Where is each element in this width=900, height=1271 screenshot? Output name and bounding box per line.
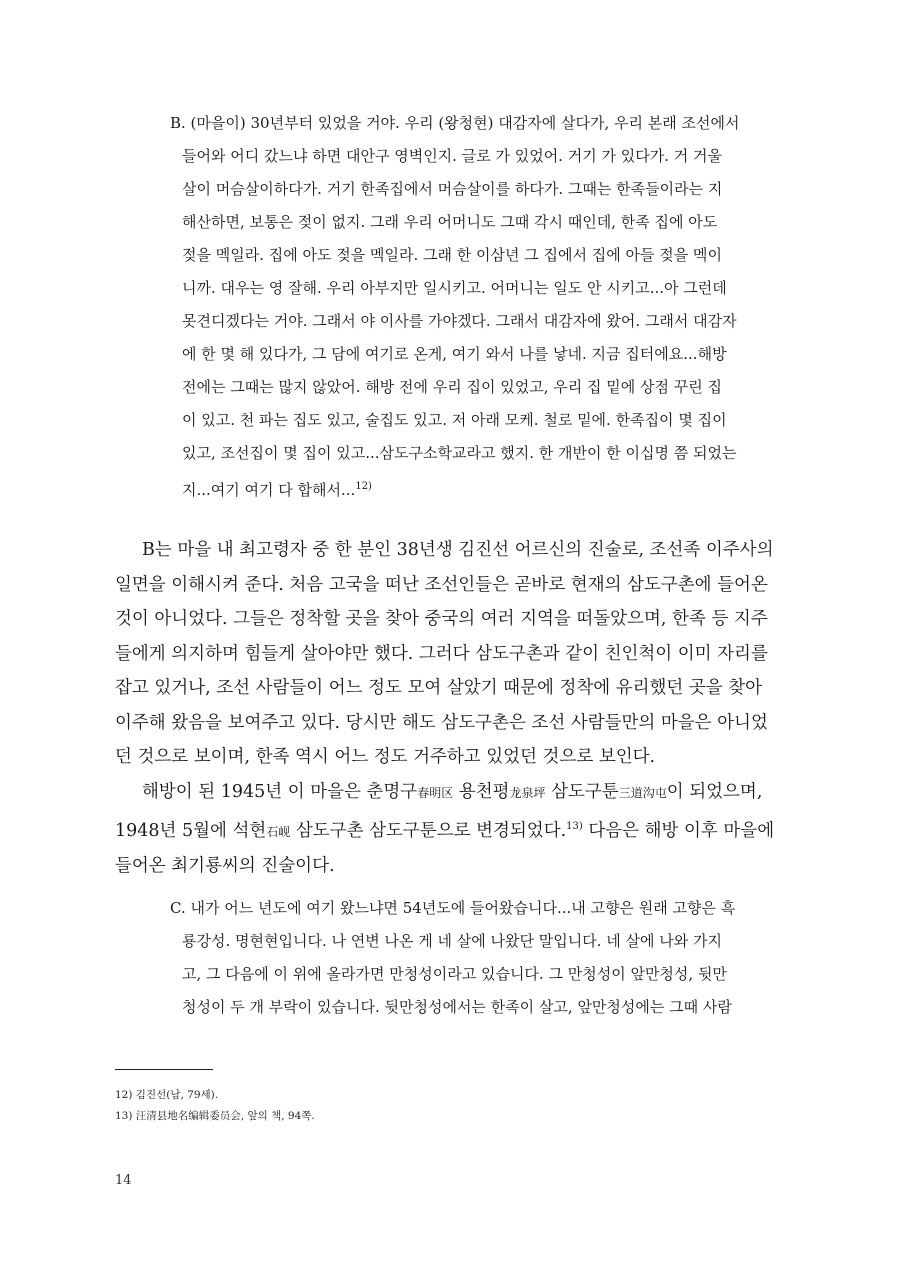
body-text: 삼도구촌 삼도구툰으로 변경되었다. xyxy=(290,820,567,841)
hanja-annotation: 龙泉坪 xyxy=(509,785,546,800)
hanja-annotation: 石岘 xyxy=(266,824,291,839)
body-line: 이주해 왔음을 보여주고 있다. 당시만 해도 삼도구촌은 조선 사람들만의 마을은 아니었 xyxy=(115,712,768,733)
page-number: 14 xyxy=(115,1173,132,1188)
quote-text: 지...여기 여기 다 합해서... xyxy=(182,481,356,499)
quote-line: 해산하면, 보통은 젖이 없지. 그래 우리 어머니도 그때 각시 때인데, 한족 집에 아도 xyxy=(182,213,718,231)
body-line: B는 마을 내 최고령자 중 한 분인 38년생 김진선 어르신의 진술로, 조선족 이주사의 xyxy=(142,540,774,560)
quote-line: 못견디겠다는 거야. 그래서 야 이사를 가야겠다. 그래서 대감자에 왔어. 그래서 대감자 xyxy=(182,312,737,330)
footnote-ref: 12) xyxy=(355,481,372,492)
quote-line: 에 한 몇 해 있다가, 그 담에 여기로 온게, 여기 와서 나를 낳네. 지금 집터에요...해방 xyxy=(182,345,727,363)
hanja-annotation: 春明区 xyxy=(417,785,454,800)
body-text: 1948년 5월에 석현 xyxy=(115,820,267,841)
body-line: 잡고 있거나, 조선 사람들이 어느 정도 모여 살았기 때문에 정착에 유리했던 곳을 찾아 xyxy=(115,678,763,698)
quote-line: 젖을 멕일라. 집에 아도 젖을 멕일라. 그래 한 이삼년 그 집에서 집에 아들 젖을 멕이 xyxy=(182,246,722,264)
body-line: 들어온 최기룡씨의 진술이다. xyxy=(115,856,335,877)
body-text: 이 되었으며, xyxy=(666,781,763,802)
quote-line: 룡강성. 명현현입니다. 나 연변 나온 게 네 살에 나왔단 말입니다. 네 살에 나와 가지 xyxy=(182,932,722,950)
footnote: 13) 汪清县地名编辑委员会, 앞의 책, 94쪽. xyxy=(115,1110,315,1122)
interview-quote-c xyxy=(170,892,764,1024)
body-paragraphs xyxy=(115,533,775,884)
interview-quote-b xyxy=(170,107,764,507)
quote-line: 니까. 대우는 영 잘해. 우리 아부지만 일시키고. 어머니는 일도 안 시키고...아 그런데 xyxy=(182,279,727,297)
body-line xyxy=(115,810,775,849)
body-line: 것이 아니었다. 그들은 정착할 곳을 찾아 중국의 여러 지역을 떠돌았으며, 한족 등 지주 xyxy=(115,609,768,629)
body-line: 일면을 이해시켜 준다. 처음 고국을 떠난 조선인들은 곧바로 현재의 삼도구촌에 들어온 xyxy=(115,574,768,595)
body-text: 삼도구툰 xyxy=(545,781,619,802)
quote-line: 전에는 그때는 많지 않았어. 해방 전에 우리 집이 있었고, 우리 집 밑에 상점 꾸린 집 xyxy=(182,378,722,396)
quote-line: 고, 그 다음에 이 위에 올라가면 만청성이라고 있습니다. 그 만청성이 앞만청성, 뒷만 xyxy=(182,965,727,983)
footnote-divider xyxy=(115,1069,213,1070)
footnotes xyxy=(115,1085,315,1127)
body-text: 용천평 xyxy=(453,781,510,802)
body-line xyxy=(115,775,775,811)
quote-line xyxy=(182,470,764,507)
quote-line: 살이 머슴살이하다가. 거기 한족집에서 머슴살이를 하다가. 그때는 한족들이라는 지 xyxy=(182,180,723,198)
body-text: 해방이 된 1945년 이 마을은 춘명구 xyxy=(142,781,418,802)
body-text: 다음은 해방 이후 마을에 xyxy=(582,820,775,841)
body-line: 들에게 의지하며 힘들게 살아야만 했다. 그러다 삼도구촌과 같이 친인척이 이미 자리를 xyxy=(115,643,768,664)
quote-line: 청성이 두 개 부락이 있습니다. 뒷만청성에서는 한족이 살고, 앞만청성에는 그때 사람 xyxy=(182,998,732,1016)
quote-line: 이 있고. 천 파는 집도 있고, 술집도 있고. 저 아래 모케. 철로 밑에. 한족집이 몇 집이 xyxy=(182,411,727,429)
quote-line: B. (마을이) 30년부터 있었을 거야. 우리 (왕청현) 대감자에 살다가, 우리 본래 조선에서 xyxy=(170,114,740,132)
hanja-annotation: 三道沟屯 xyxy=(618,785,667,800)
footnote: 12) 김진선(남, 79세). xyxy=(115,1089,219,1101)
quote-line: 있고, 조선집이 몇 집이 있고...삼도구소학교라고 했지. 한 개반이 한 이십명 쯤 되었는 xyxy=(182,444,737,462)
quote-line: C. 내가 어느 년도에 여기 왔느냐면 54년도에 들어왔습니다...내 고향은 원래 고향은 흑 xyxy=(170,899,736,917)
footnote-ref: 13) xyxy=(566,821,583,832)
quote-line: 들어와 어디 갔느냐 하면 대안구 영벽인지. 글로 가 있었어. 거기 가 있다가. 거 거울 xyxy=(182,147,722,165)
body-line: 던 것으로 보이며, 한족 역시 어느 정도 거주하고 있었던 것으로 보인다. xyxy=(115,747,656,767)
